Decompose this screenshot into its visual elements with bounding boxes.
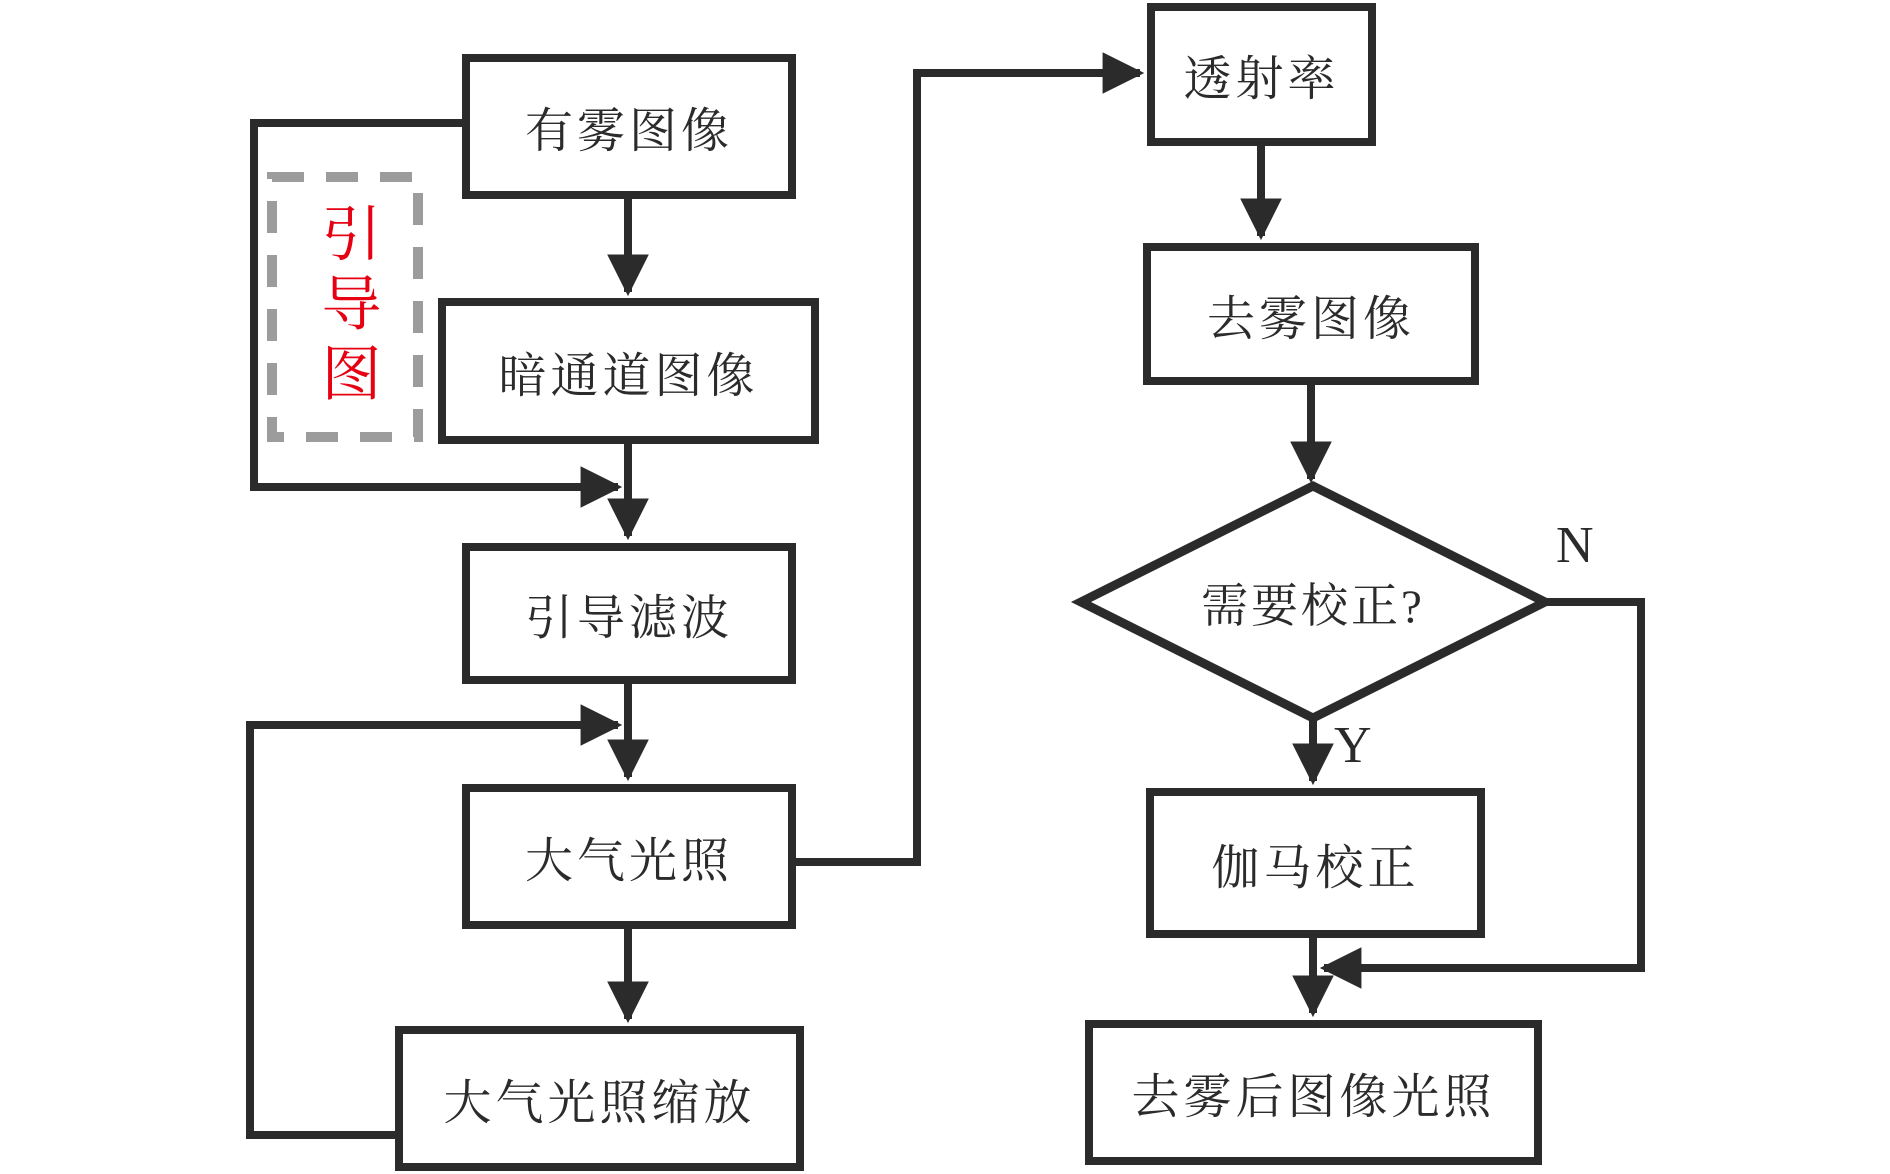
node-foggy-image-label: 有雾图像 — [524, 105, 733, 158]
node-atmospheric-light-scaling — [395, 1026, 804, 1171]
edge-atmoslight-to-transmittance — [795, 73, 1140, 862]
node-gamma-correction — [1146, 788, 1485, 938]
node-need-correction-label: 需要校正? — [1201, 580, 1425, 633]
node-dehazed-image — [1143, 243, 1479, 385]
node-atmospheric-light — [462, 784, 796, 929]
node-atmospheric-light-label: 大气光照 — [524, 835, 733, 888]
node-dehazed-image-illumination — [1085, 1020, 1542, 1165]
node-dark-channel-image-label: 暗通道图像 — [498, 349, 759, 403]
node-transmittance — [1147, 3, 1376, 146]
node-atmospheric-light-scaling-label: 大气光照缩放 — [443, 1077, 756, 1130]
node-dark-channel-image — [438, 298, 819, 444]
guide-map-label: 引导图 — [313, 202, 380, 412]
node-need-correction — [1081, 486, 1545, 718]
node-foggy-image — [462, 54, 796, 199]
node-dehazed-image-label: 去雾图像 — [1206, 292, 1415, 346]
branch-label-yes: Y — [1334, 717, 1372, 774]
guide-map-annotation — [300, 186, 392, 428]
node-guided-filter-label: 引导滤波 — [524, 592, 733, 645]
node-guided-filter — [462, 543, 796, 684]
node-dehazed-image-illumination-label: 去雾后图像光照 — [1131, 1071, 1496, 1124]
node-transmittance-label: 透射率 — [1183, 53, 1340, 106]
branch-label-no: N — [1556, 517, 1594, 574]
node-gamma-correction-label: 伽马校正 — [1211, 841, 1420, 895]
